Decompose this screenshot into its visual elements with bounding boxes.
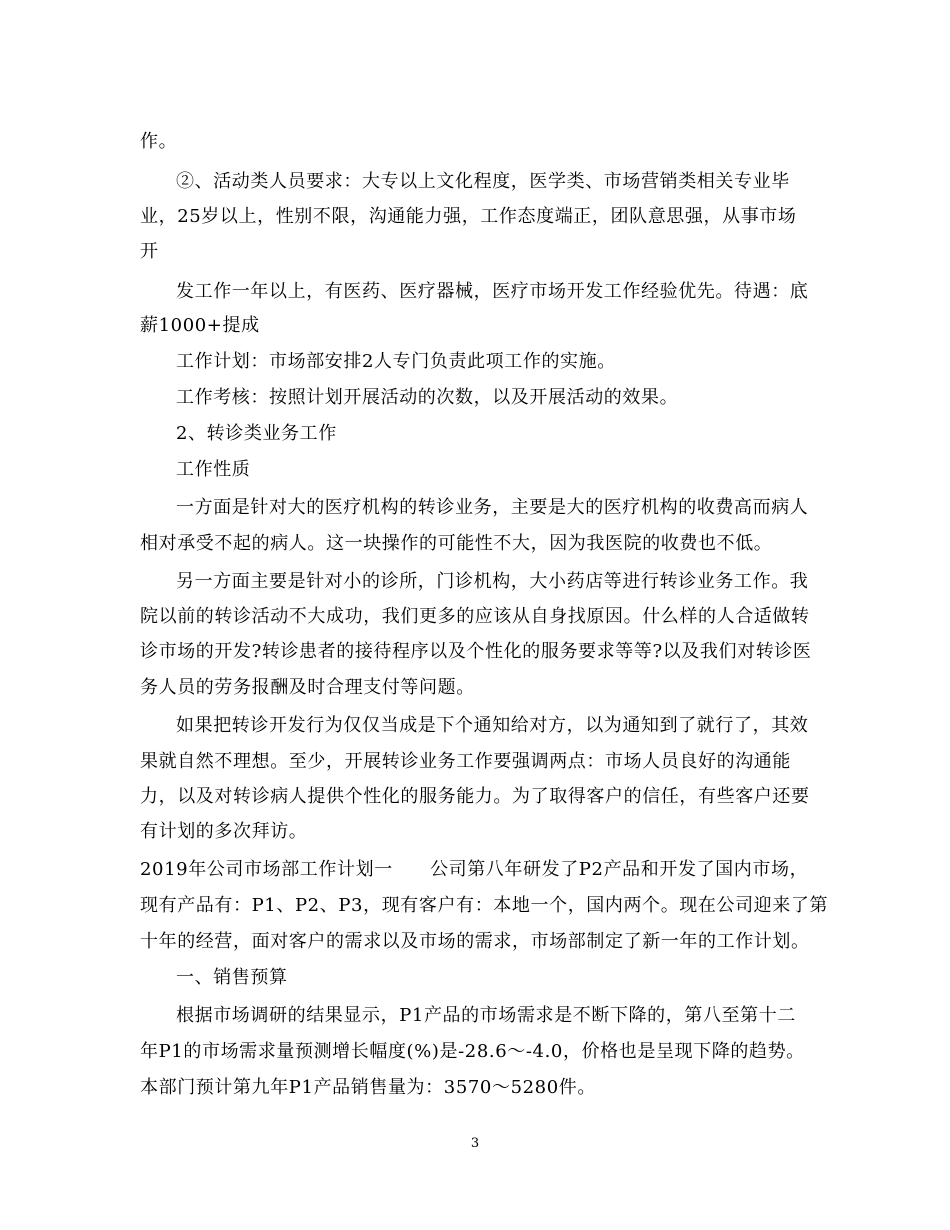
paragraph-line: 年P1的市场需求量预测增长幅度(%)是-28.6～-4.0，价格也是呈现下降的趋势。 (140, 1041, 805, 1062)
paragraph-line: 相对承受不起的病人。这一块操作的可能性不大，因为我医院的收费也不低。 (140, 533, 773, 554)
paragraph-line: 本部门预计第九年P1产品销售量为：3570～5280件。 (140, 1077, 596, 1098)
paragraph-line: 另一方面主要是针对小的诊所，门诊机构，大小药店等进行转诊业务工作。我 (176, 571, 809, 592)
section-heading: 一、销售预算 (176, 967, 288, 988)
paragraph-line: 如果把转诊开发行为仅仅当成是下个通知给对方，以为通知到了就行了，其效 (176, 715, 809, 736)
subsection-heading: 工作性质 (176, 459, 251, 480)
paragraph-line: 现有产品有：P1、P2、P3，现有客户有：本地一个，国内两个。现在公司迎来了第 (140, 895, 829, 916)
paragraph-line: 果就自然不理想。至少，开展转诊业务工作要强调两点：市场人员良好的沟通能 (140, 751, 791, 772)
paragraph-line: 根据市场调研的结果显示，P1产品的市场需求是不断下降的，第八至第十二 (176, 1005, 796, 1026)
paragraph-line: 诊市场的开发?转诊患者的接待程序以及个性化的服务要求等等?以及我们对转诊医 (140, 641, 812, 662)
paragraph-line: 业，25岁以上，性别不限，沟通能力强，工作态度端正，团队意思强，从事市场 (140, 206, 797, 227)
paragraph-line: 有计划的多次拜访。 (140, 821, 308, 842)
paragraph-line: 2019年公司市场部工作计划一 公司第八年研发了P2产品和开发了国内市场， (140, 859, 809, 880)
paragraph-line: 一方面是针对大的医疗机构的转诊业务，主要是大的医疗机构的收费高而病人 (176, 497, 809, 518)
paragraph-line: 务人员的劳务报酬及时合理支付等问题。 (140, 677, 475, 698)
paragraph-line: 工作考核：按照计划开展活动的次数，以及开展活动的效果。 (176, 387, 679, 408)
paragraph-line: 作。 (140, 131, 178, 152)
section-heading: 2、转诊类业务工作 (176, 423, 337, 444)
paragraph-line: ②、活动类人员要求：大专以上文化程度，医学类、市场营销类相关专业毕 (176, 171, 790, 192)
paragraph-line: 发工作一年以上，有医药、医疗器械，医疗市场开发工作经验优先。待遇：底 (176, 281, 809, 302)
paragraph-line: 力，以及对转诊病人提供个性化的服务能力。为了取得客户的信任，有些客户还要 (140, 786, 810, 807)
paragraph-line: 十年的经营，面对客户的需求以及市场的需求，市场部制定了新一年的工作计划。 (140, 931, 810, 952)
paragraph-line: 薪1000+提成 (140, 315, 260, 336)
paragraph-line: 开 (140, 241, 159, 262)
paragraph-line: 工作计划：市场部安排2人专门负责此项工作的实施。 (176, 351, 616, 372)
page-number: 3 (470, 1136, 480, 1151)
paragraph-line: 院以前的转诊活动不大成功，我们更多的应该从自身找原因。什么样的人合适做转 (140, 606, 810, 627)
